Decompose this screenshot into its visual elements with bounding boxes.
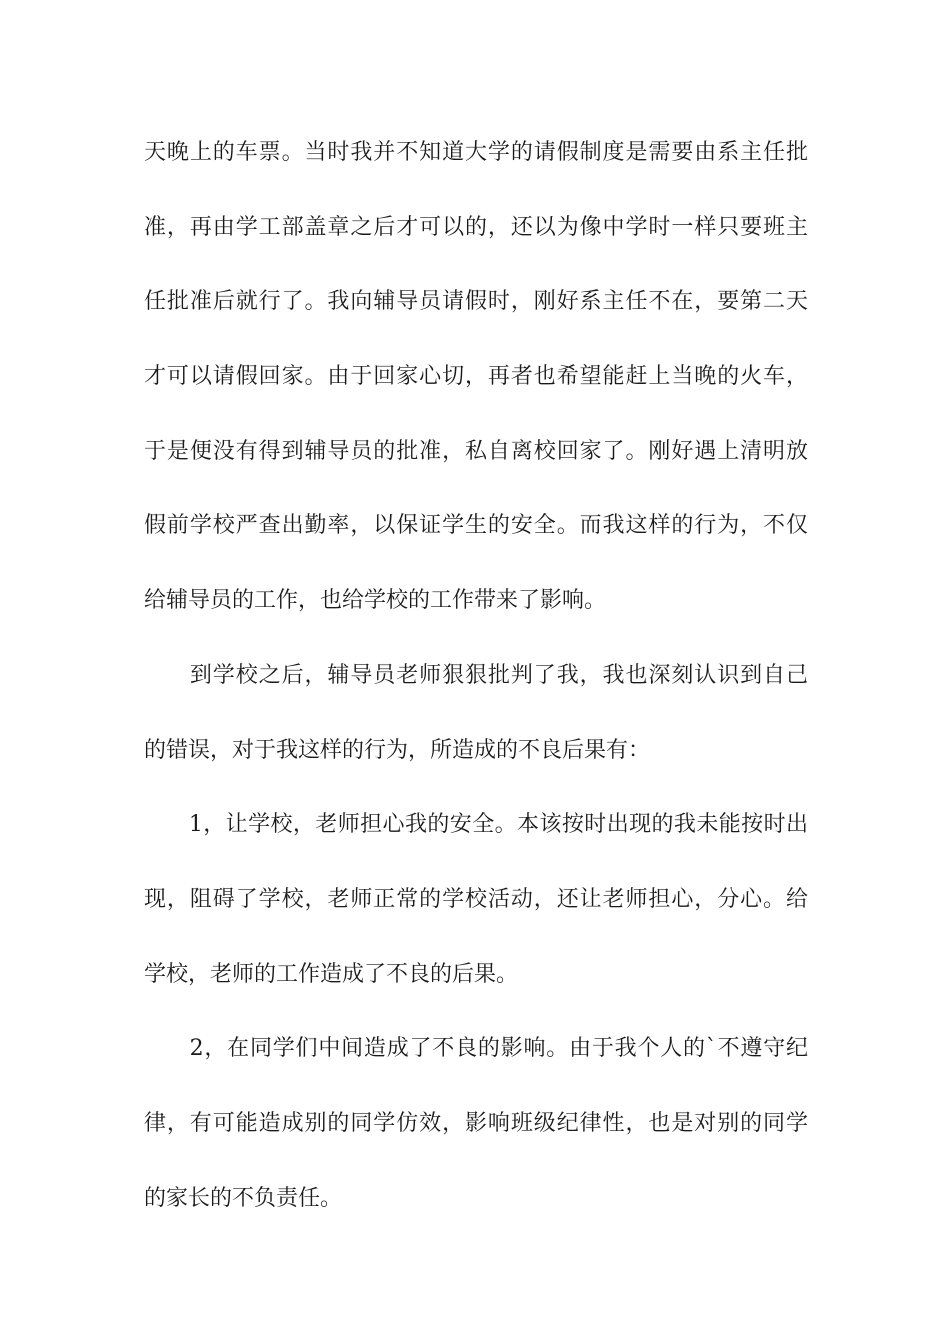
document-body [144,128,808,1248]
body-text-line: 2，在同学们中间造成了不良的影响。由于我个人的`不遵守纪 [144,1036,808,1062]
body-text-line: 准，再由学工部盖章之后才可以的，还以为像中学时一样只要班主 [144,214,808,240]
body-text-line: 学校，老师的工作造成了不良的后果。 [144,961,519,987]
body-text-line: 现，阻碍了学校，老师正常的学校活动，还让老师担心，分心。给 [144,886,808,912]
body-text-line: 律，有可能造成别的同学仿效，影响班级纪律性，也是对别的同学 [144,1110,808,1136]
body-text-line: 1，让学校，老师担心我的安全。本该按时出现的我未能按时出 [144,812,808,838]
body-text-line: 于是便没有得到辅导员的批准，私自离校回家了。刚好遇上清明放 [144,438,808,464]
body-text-line: 任批准后就行了。我向辅导员请假时，刚好系主任不在，要第二天 [144,289,808,315]
body-text-line: 才可以请假回家。由于回家心切，再者也希望能赶上当晚的火车， [144,364,808,390]
body-text-line: 给辅导员的工作，也给学校的工作带来了影响。 [144,588,607,614]
body-text-line: 的错误，对于我这样的行为，所造成的不良后果有： [144,737,651,763]
body-text-line: 的家长的不负责任。 [144,1185,343,1211]
body-text-line: 到学校之后，辅导员老师狠狠批判了我，我也深刻认识到自己 [144,662,808,688]
body-text-line: 天晚上的车票。当时我并不知道大学的请假制度是需要由系主任批 [144,140,808,165]
body-text-line: 假前学校严查出勤率，以保证学生的安全。而我这样的行为，不仅 [144,513,808,539]
